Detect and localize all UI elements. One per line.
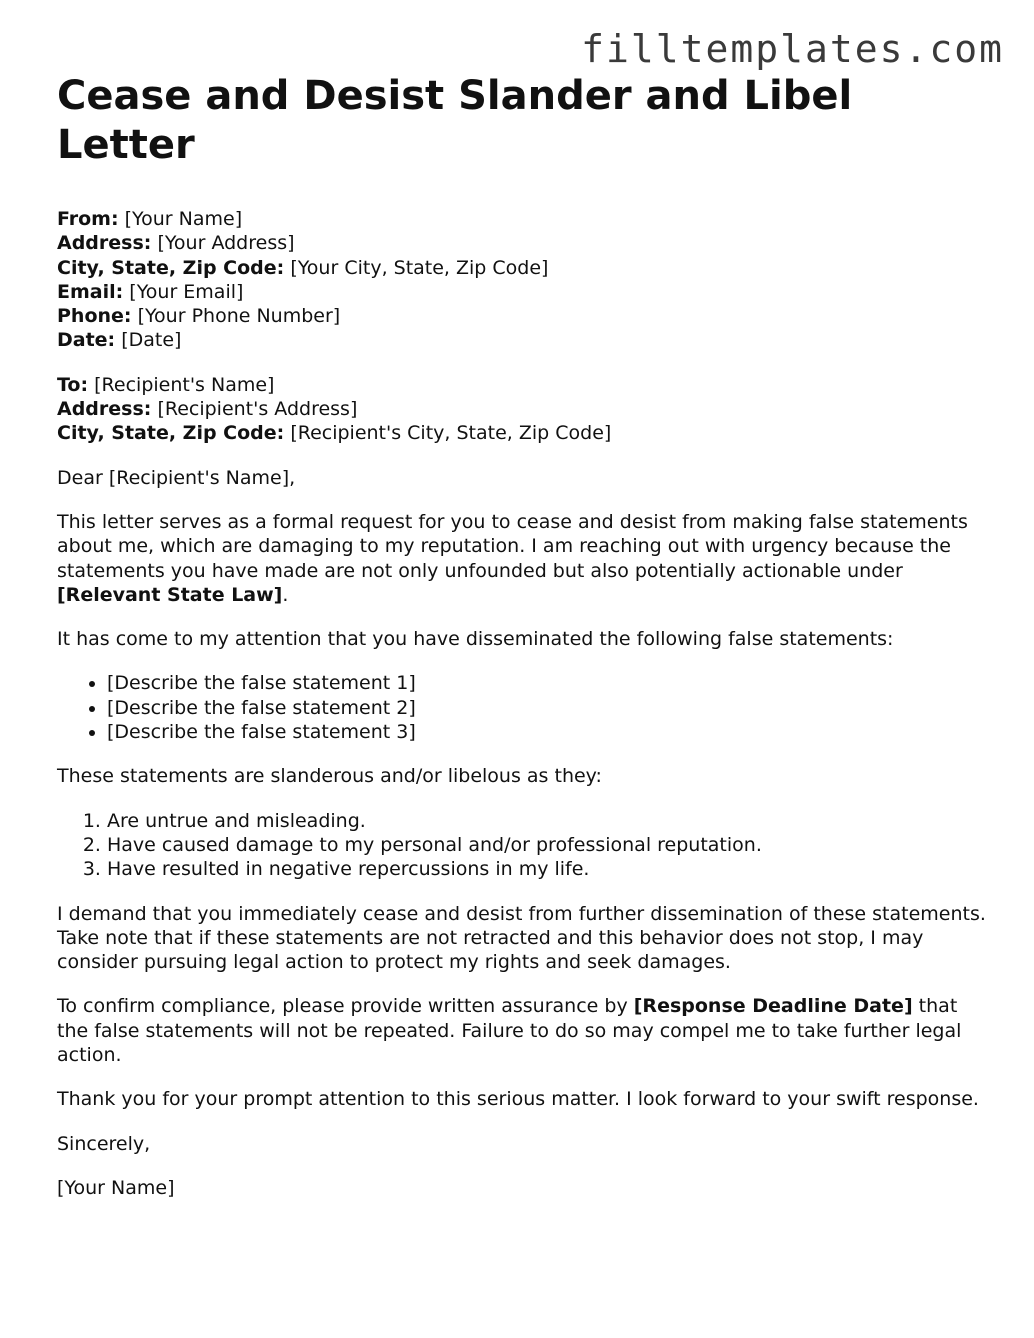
phone-value: [Your Phone Number] <box>137 305 341 328</box>
signature: [Your Name] <box>57 1176 175 1199</box>
email-label: Email: <box>57 280 124 303</box>
closing: Sincerely, <box>57 1132 151 1155</box>
city-value: [Your City, State, Zip Code] <box>290 256 549 279</box>
sender-address-line <box>57 231 987 255</box>
recipient-address-line <box>57 397 987 421</box>
watermark-logo: filltemplates.com <box>581 27 1004 71</box>
sender-from-line <box>57 207 987 231</box>
recipient-city-label: City, State, Zip Code: <box>57 422 285 445</box>
paragraph-slanderous: These statements are slanderous and/or libelous as they: <box>57 765 602 788</box>
recipient-city-value: [Recipient's City, State, Zip Code] <box>290 422 612 445</box>
paragraph-compliance-end: that the false statements will not be repeated. Failure to do so may compel me to take further legal action. <box>57 995 962 1067</box>
sender-email-line <box>57 280 987 304</box>
reasons-list <box>57 809 987 882</box>
address-value: [Your Address] <box>157 232 295 255</box>
list-item: 1. Are untrue and misleading. <box>107 809 987 833</box>
city-label: City, State, Zip Code: <box>57 256 285 279</box>
paragraph-attention: It has come to my attention that you have disseminated the following false statements: <box>57 628 894 651</box>
relevant-state-law: [Relevant State Law] <box>57 583 283 606</box>
response-deadline-date: [Response Deadline Date] <box>633 995 913 1018</box>
paragraph-intro <box>57 510 987 607</box>
email-value: [Your Email] <box>129 280 244 303</box>
salutation: Dear [Recipient's Name], <box>57 466 296 489</box>
recipient-block <box>57 373 987 446</box>
false-statements-list <box>57 671 987 744</box>
document-title: Cease and Desist Slander and Libel Letter <box>57 73 853 168</box>
recipient-to-line <box>57 373 987 397</box>
sender-phone-line <box>57 304 987 328</box>
address-label: Address: <box>57 232 152 255</box>
sender-date-line <box>57 328 987 352</box>
list-item: 3. Have resulted in negative repercussions in my life. <box>107 857 987 881</box>
phone-label: Phone: <box>57 305 132 328</box>
paragraph-intro-end: . <box>282 583 289 606</box>
paragraph-intro-text: This letter serves as a formal request for you to cease and desist from making false statements about me, which are damaging to my reputation. I am reaching out with urgency because the statements you have made are not only unfounded but also potentially actionable under <box>57 510 968 582</box>
paragraph-thanks: Thank you for your prompt attention to this serious matter. I look forward to your swift response. <box>57 1088 979 1111</box>
date-value: [Date] <box>121 329 182 352</box>
recipient-address-value: [Recipient's Address] <box>157 398 358 421</box>
from-value: [Your Name] <box>124 208 243 230</box>
paragraph-demand: I demand that you immediately cease and desist from further dissemination of these statements. Take note that if these statements are not retracted and this behavior does not stop, I may consider pursuing legal action to protect my rights and seek damages. <box>57 902 986 974</box>
sender-block <box>57 207 987 353</box>
recipient-city-line <box>57 421 987 445</box>
list-item: • [Describe the false statement 3] <box>107 720 987 744</box>
sender-city-line <box>57 256 987 280</box>
list-item: • [Describe the false statement 2] <box>107 696 987 720</box>
list-item: 2. Have caused damage to my personal and/or professional reputation. <box>107 833 987 857</box>
recipient-address-label: Address: <box>57 398 152 421</box>
paragraph-compliance-text: To confirm compliance, please provide written assurance by <box>57 995 634 1018</box>
to-label: To: <box>57 373 89 396</box>
paragraph-compliance <box>57 994 987 1067</box>
list-item: • [Describe the false statement 1] <box>107 671 987 695</box>
date-label: Date: <box>57 329 116 352</box>
letter-document <box>57 72 987 1220</box>
from-label: From: <box>57 208 119 230</box>
to-value: [Recipient's Name] <box>94 373 275 396</box>
